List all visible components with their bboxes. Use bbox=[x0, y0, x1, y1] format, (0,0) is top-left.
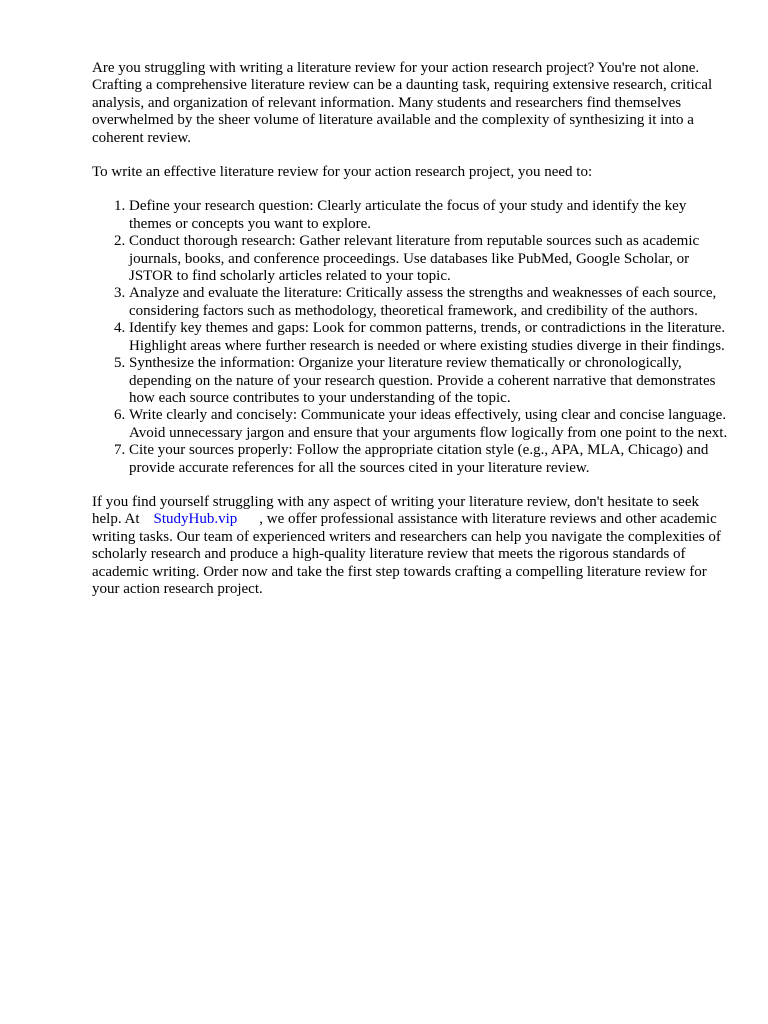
list-item: 1. Define your research question: Clearly articulate the focus of your study and identify the key themes or concepts you want to explore. bbox=[129, 198, 732, 233]
list-item: 5. Synthesize the information: Organize your literature review thematically or chronologically, depending on the nature of your research question. Provide a coherent narrative that demonstrates how each source contributes to your understanding of the topic. bbox=[129, 355, 732, 407]
list-item: 6. Write clearly and concisely: Communicate your ideas effectively, using clear and concise language. Avoid unnecessary jargon and ensure that your arguments flow logically from one point to the next. bbox=[129, 407, 732, 442]
intro-paragraph: Are you struggling with writing a literature review for your action research project? You're not alone. Crafting a comprehensive literature review can be a daunting task, requiring extensive research, critical analysis, and organization of relevant information. Many students and researchers find themselves overwhelmed by the sheer volume of literature available and the complexity of synthesizing it into a coherent review. bbox=[92, 60, 713, 146]
closing-text-after-link: , we offer professional assistance with literature reviews and other academic writing tasks. Our team of experienced writers and researchers can help you navigate the complexities of scholarly research and produce a high-quality literature review that meets the rigorous standards of academic writing. Order now and take the first step towards crafting a compelling literature review for your action research project. bbox=[92, 511, 721, 597]
list-item: 7. Cite your sources properly: Follow the appropriate citation style (e.g., APA, MLA, Chicago) and provide accurate references for all the sources cited in your literature review. bbox=[129, 442, 732, 477]
document-page bbox=[92, 60, 732, 598]
studyhub-link[interactable]: StudyHub.vip bbox=[153, 511, 238, 528]
list-item: 2. Conduct thorough research: Gather relevant literature from reputable sources such as academic journals, books, and conference proceedings. Use databases like PubMed, Google Scholar, or JSTOR to find scholarly articles related to your topic. bbox=[129, 233, 732, 285]
closing-text-before-link: If you find yourself struggling with any aspect of writing your literature review, don't hesitate to seek help. At bbox=[92, 493, 699, 528]
steps-lead-paragraph: To write an effective literature review for your action research project, you need to: bbox=[92, 164, 593, 181]
list-item: 3. Analyze and evaluate the literature: Critically assess the strengths and weaknesses of each source, considering factors such as methodology, theoretical framework, and credibility of the authors. bbox=[129, 285, 732, 320]
steps-list bbox=[92, 198, 732, 477]
closing-paragraph bbox=[92, 494, 732, 598]
list-item: 4. Identify key themes and gaps: Look for common patterns, trends, or contradictions in the literature. Highlight areas where further research is needed or where existing studies diverge in their findings. bbox=[129, 320, 732, 355]
